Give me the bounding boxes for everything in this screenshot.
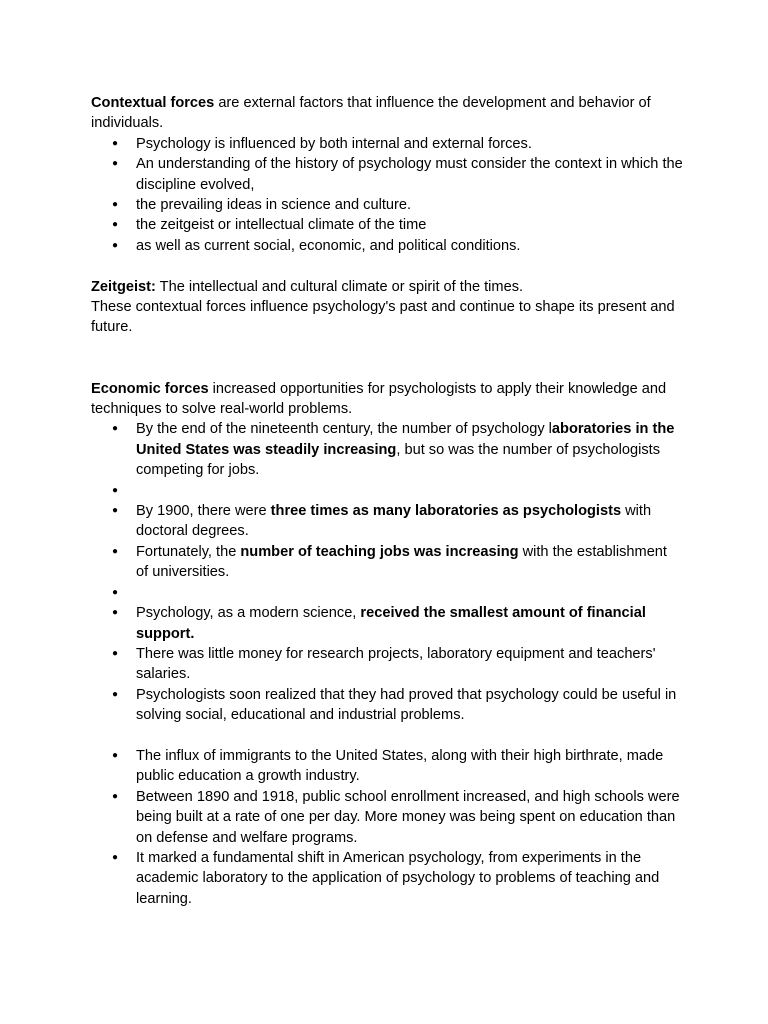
list-item: ● There was little money for research projects, laboratory equipment and teachers' salaries.: [91, 644, 683, 685]
contextual-forces-list: [91, 134, 683, 256]
list-item: ● By 1900, there were three times as many laboratories as psychologists with doctoral degrees.: [91, 501, 683, 542]
economic-forces-paragraph: Economic forces increased opportunities for psychologists to apply their knowledge and techniques to solve real-world problems.: [91, 380, 667, 418]
list-item: ● Between 1890 and 1918, public school enrollment increased, and high schools were being built at a rate of one per day. More money was being spent on education than on defense and welfare programs.: [91, 787, 683, 848]
list-item: ● as well as current social, economic, and political conditions.: [91, 236, 683, 256]
list-item: ● the prevailing ideas in science and culture.: [91, 195, 683, 215]
list-item: ● It marked a fundamental shift in American psychology, from experiments in the academic laboratory to the application of psychology to problems of teaching and learning.: [91, 848, 683, 909]
empty-list-item: [91, 481, 683, 501]
list-item: ● Psychology, as a modern science, received the smallest amount of financial support.: [91, 603, 683, 644]
list-item: ● Psychology is influenced by both internal and external forces.: [91, 134, 683, 154]
spacer: [91, 256, 683, 276]
spacer: [91, 726, 683, 746]
list-item: ● the zeitgeist or intellectual climate of the time: [91, 215, 683, 235]
empty-list-item: [91, 583, 683, 603]
list-item: ● The influx of immigrants to the United States, along with their high birthrate, made public education a growth industry.: [91, 746, 683, 787]
zeitgeist-term: Zeitgeist:: [91, 278, 156, 295]
zeitgeist-followup: These contextual forces influence psychology's past and continue to shape its present and future.: [91, 299, 675, 336]
list-item: ● Fortunately, the number of teaching jobs was increasing with the establishment of universities.: [91, 542, 683, 583]
list-item: ● An understanding of the history of psychology must consider the context in which the discipline evolved,: [91, 154, 683, 195]
zeitgeist-paragraph: Zeitgeist: The intellectual and cultural climate or spirit of the times.: [91, 278, 524, 295]
economic-forces-list: [91, 419, 683, 725]
contextual-forces-term: Contextual forces: [91, 95, 215, 111]
economic-forces-term: Economic forces: [91, 380, 209, 397]
document-body: [91, 93, 683, 909]
spacer: [91, 338, 683, 379]
list-item: ● By the end of the nineteenth century, the number of psychology laboratories in the United States was steadily increasing, but so was the number of psychologists competing for jobs.: [91, 419, 683, 480]
list-item: ● Psychologists soon realized that they had proved that psychology could be useful in solving social, educational and industrial problems.: [91, 685, 683, 726]
contextual-forces-paragraph: Contextual forces are external factors that influence the development and behavior of individuals.: [91, 95, 651, 132]
economic-forces-list-continued: [91, 746, 683, 909]
